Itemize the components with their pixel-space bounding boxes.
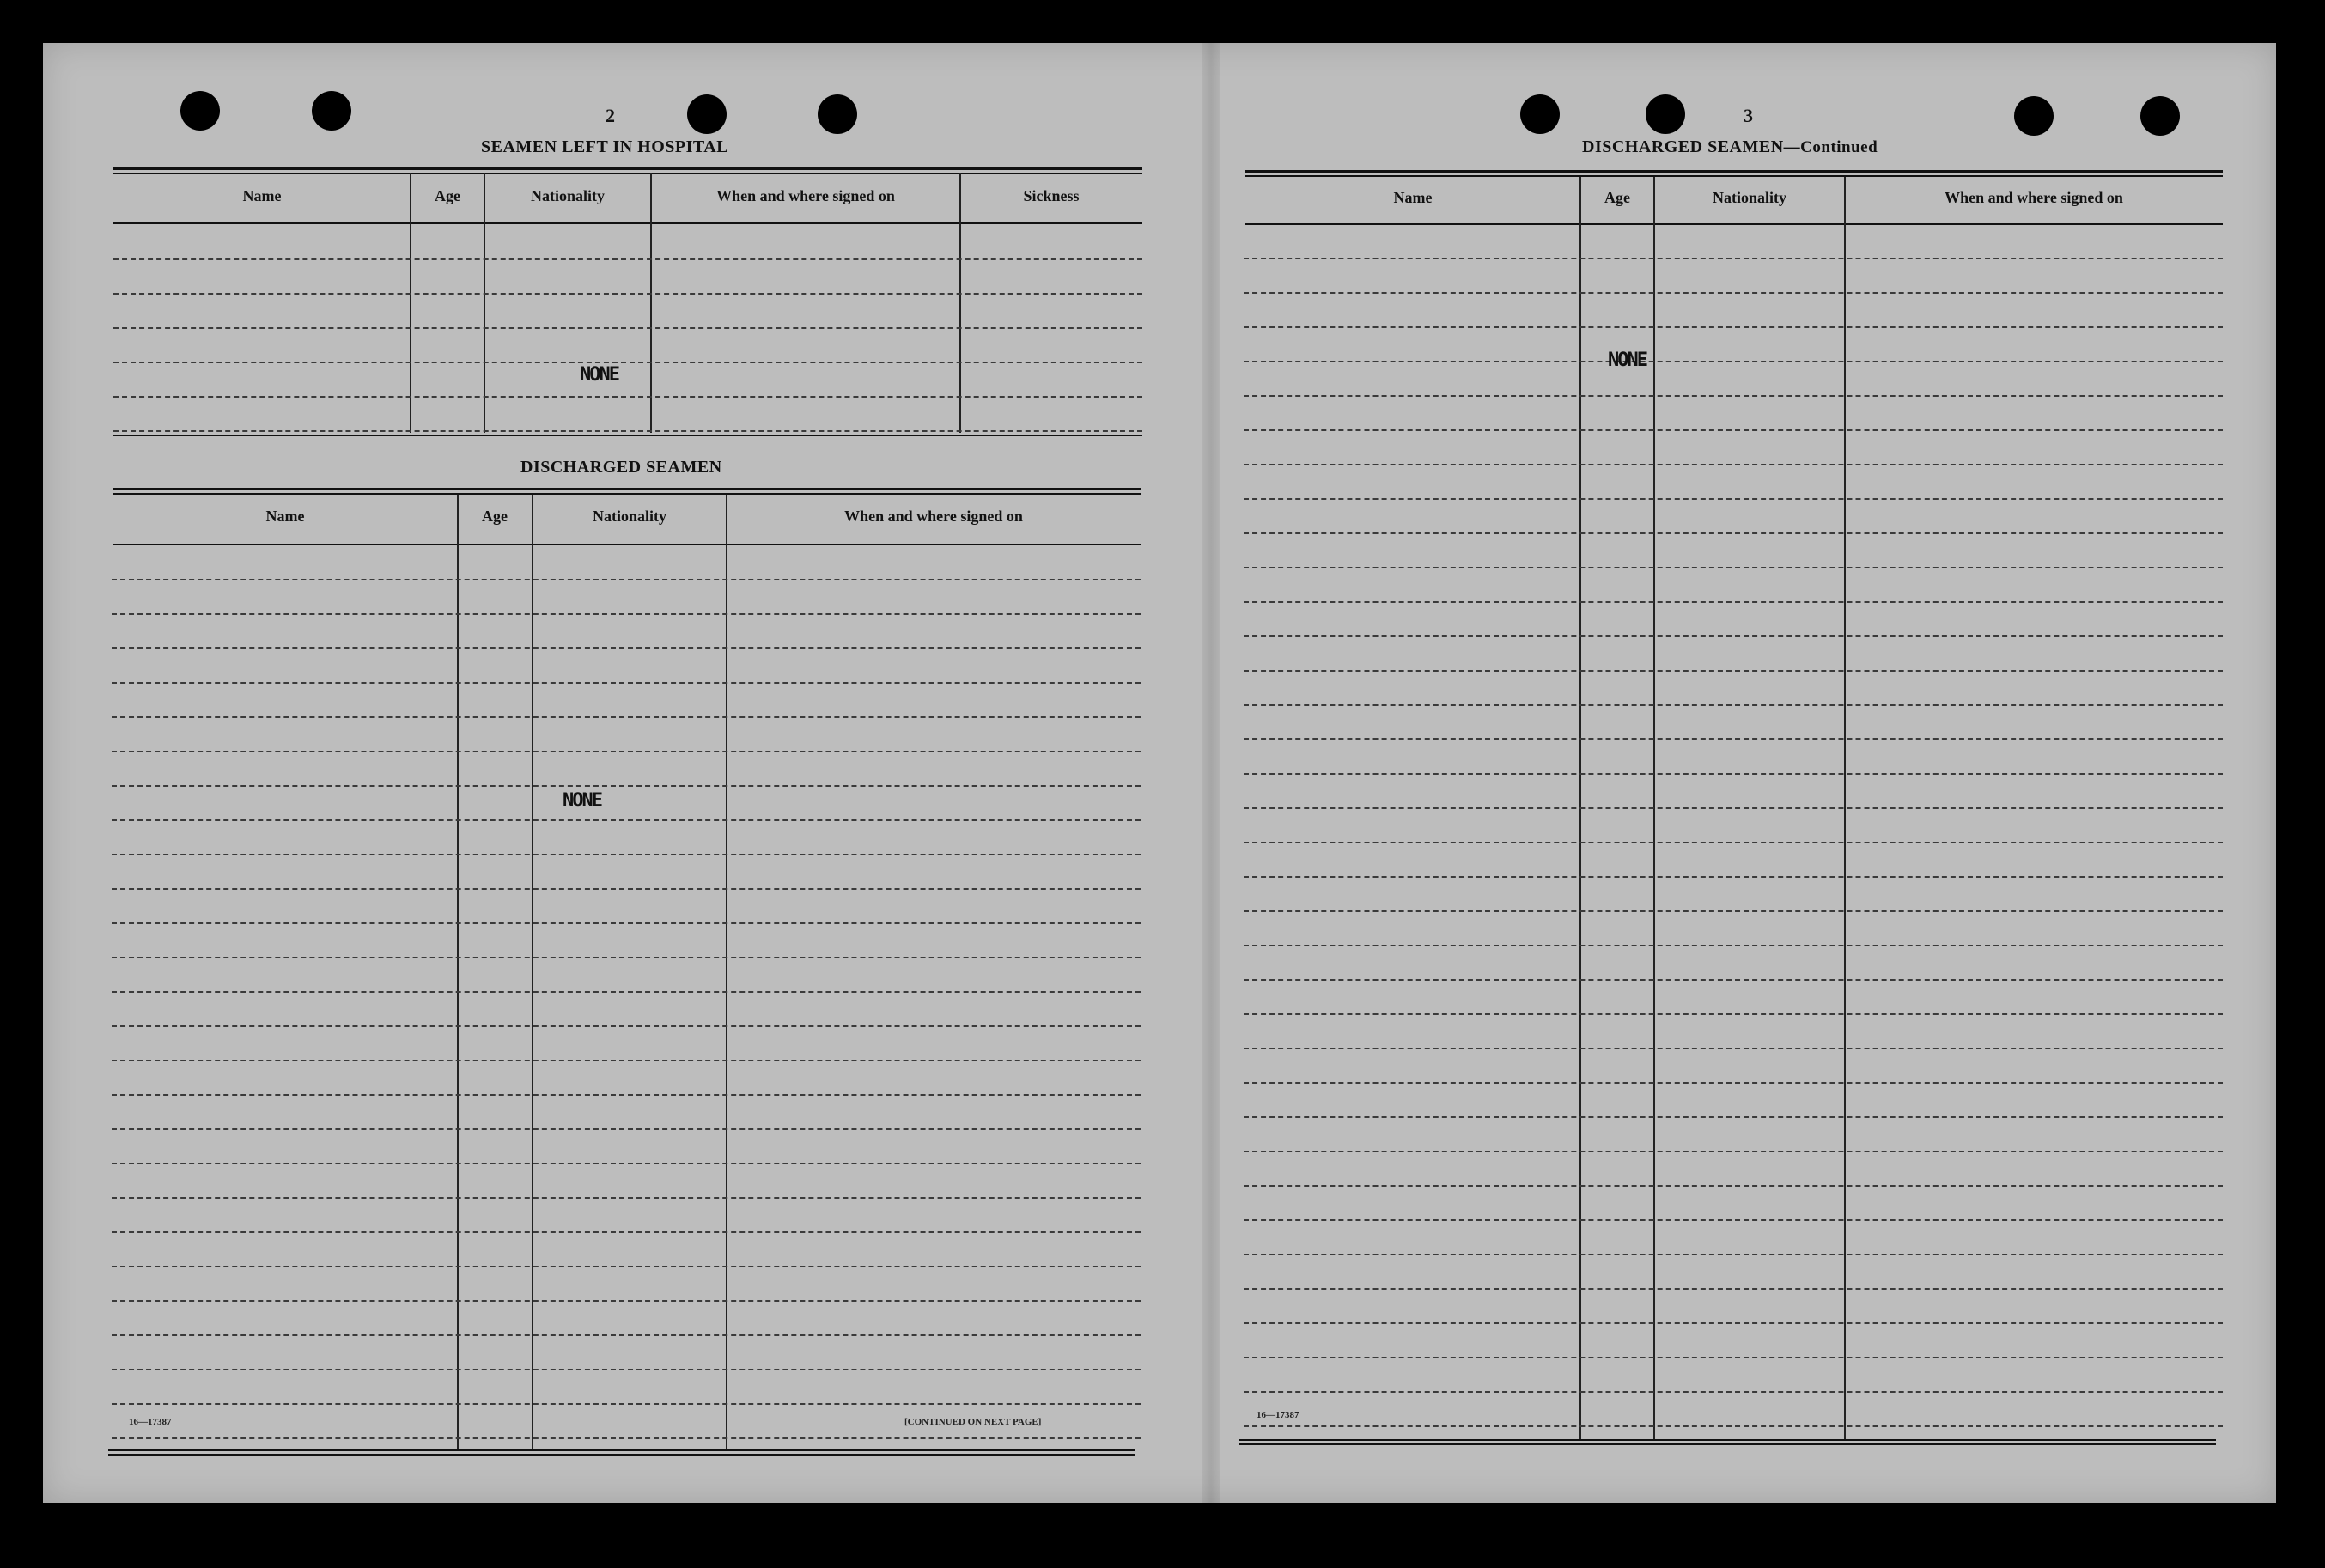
discharged-col-divider: [532, 495, 533, 1449]
table-row-line: [1244, 738, 2223, 740]
hospital-row-line: [113, 258, 1142, 260]
table-row-line: [1244, 1254, 2223, 1255]
punch-hole: [1646, 94, 1685, 134]
table-row-line: [112, 888, 1141, 890]
table-row-line: [1244, 945, 2223, 946]
table-row-line: [1244, 567, 2223, 568]
table-row-line: [1244, 910, 2223, 912]
hospital-row-line: [113, 396, 1142, 398]
hospital-col-nationality: Nationality: [530, 187, 605, 204]
table-row-line: [1244, 532, 2223, 534]
page-number-right: 3: [1744, 105, 1753, 126]
discharged-none-stamp: NONE: [563, 790, 601, 811]
discharged-col-age: Age: [482, 507, 508, 525]
table-row-line: [1244, 1185, 2223, 1187]
hospital-header-rule: [113, 222, 1142, 224]
table-row-line: [1244, 1219, 2223, 1221]
form-number-right: 16—17387: [1257, 1410, 1299, 1420]
table-row-line: [112, 751, 1141, 752]
hospital-bottom-rule: [113, 435, 1142, 436]
hospital-col-divider: [410, 173, 411, 433]
table-row-line: [112, 785, 1141, 787]
table-row-line: [1244, 1391, 2223, 1393]
hospital-row-line: [113, 430, 1142, 432]
table-row-line: [1244, 979, 2223, 981]
table-row-line: [112, 1094, 1141, 1096]
table-row-line: [112, 991, 1141, 993]
hospital-col-divider: [484, 173, 485, 433]
table-row-line: [1244, 807, 2223, 809]
punch-hole: [1520, 94, 1560, 134]
right-col-nationality: Nationality: [1712, 189, 1786, 206]
table-row-line: [1244, 498, 2223, 500]
table-row-line: [112, 716, 1141, 718]
table-row-line: [112, 1025, 1141, 1027]
table-row-line: [1244, 292, 2223, 294]
hospital-row-line: [113, 362, 1142, 363]
table-row-line: [112, 682, 1141, 684]
table-row-line: [1244, 1082, 2223, 1084]
table-row-line: [1244, 635, 2223, 637]
hospital-col-sickness: Sickness: [1023, 187, 1080, 204]
table-row-line: [112, 1334, 1141, 1336]
table-row-line: [1244, 876, 2223, 878]
table-row-line: [112, 1300, 1141, 1302]
table-row-line: [112, 1369, 1141, 1370]
table-row-line: [112, 922, 1141, 924]
right-bottom-rule: [1239, 1439, 2216, 1441]
discharged-continued-suffix: —Continued: [1783, 138, 1878, 156]
table-row-line: [1244, 704, 2223, 706]
right-top-rule: [1245, 170, 2223, 173]
discharged-col-divider: [726, 495, 727, 1449]
punch-hole: [312, 91, 351, 131]
table-row-line: [112, 613, 1141, 615]
hospital-top-rule: [113, 167, 1142, 170]
table-row-line: [112, 819, 1141, 821]
table-row-line: [112, 579, 1141, 580]
right-col-name: Name: [1393, 189, 1433, 206]
discharged-header-rule: [113, 544, 1141, 545]
punch-hole: [2014, 96, 2054, 136]
table-row-line: [1244, 1288, 2223, 1290]
hospital-col-age: Age: [435, 187, 460, 204]
page-number-left: 2: [606, 105, 615, 126]
table-row-line: [112, 1060, 1141, 1061]
table-row-line: [112, 854, 1141, 855]
discharged-col-divider: [457, 495, 459, 1449]
hospital-col-name: Name: [242, 187, 282, 204]
center-fold: [1202, 43, 1220, 1503]
discharged-continued-title-main: DISCHARGED SEAMEN: [1582, 137, 1784, 156]
table-row-line: [1244, 670, 2223, 672]
discharged-col-nationality: Nationality: [592, 507, 666, 525]
table-row-line: [1244, 429, 2223, 431]
discharged-section-title: DISCHARGED SEAMEN: [520, 458, 722, 477]
table-row-line: [1244, 1425, 2223, 1427]
table-row-line: [1244, 464, 2223, 465]
table-row-line: [112, 1403, 1141, 1405]
continued-note: [CONTINUED ON NEXT PAGE]: [904, 1417, 1042, 1427]
hospital-none-stamp: NONE: [580, 364, 618, 386]
hospital-col-divider: [650, 173, 652, 433]
hospital-top-rule: [113, 173, 1142, 174]
table-row-line: [1244, 258, 2223, 259]
right-none-stamp: NONE: [1608, 349, 1646, 371]
discharged-col-name: Name: [265, 507, 305, 525]
hospital-col-divider: [959, 173, 961, 433]
hospital-section-title: SEAMEN LEFT IN HOSPITAL: [481, 137, 729, 156]
punch-hole: [687, 94, 727, 134]
table-row-line: [112, 1437, 1141, 1439]
hospital-row-line: [113, 327, 1142, 329]
table-row-line: [112, 1231, 1141, 1233]
table-row-line: [1244, 1357, 2223, 1358]
table-row-line: [112, 957, 1141, 958]
table-row-line: [1244, 326, 2223, 328]
right-col-signed-on: When and where signed on: [1945, 189, 2123, 206]
table-row-line: [1244, 1116, 2223, 1118]
table-row-line: [112, 1197, 1141, 1199]
discharged-col-signed-on: When and where signed on: [844, 507, 1023, 525]
hospital-row-line: [113, 293, 1142, 295]
table-row-line: [1244, 601, 2223, 603]
table-row-line: [1244, 395, 2223, 397]
discharged-bottom-rule: [108, 1454, 1135, 1456]
table-row-line: [1244, 1048, 2223, 1049]
table-row-line: [1244, 842, 2223, 843]
table-row-line: [1244, 773, 2223, 775]
table-row-line: [1244, 1151, 2223, 1152]
right-top-rule: [1245, 175, 2223, 177]
punch-hole: [2140, 96, 2180, 136]
right-bottom-rule: [1239, 1443, 2216, 1445]
right-header-rule: [1245, 223, 2223, 225]
table-row-line: [1244, 1322, 2223, 1324]
hospital-col-signed-on: When and where signed on: [716, 187, 895, 204]
document-sheet: [43, 43, 2276, 1503]
table-row-line: [1244, 1013, 2223, 1015]
form-number-left: 16—17387: [129, 1417, 172, 1427]
discharged-bottom-rule: [108, 1449, 1135, 1451]
discharged-top-rule: [113, 493, 1141, 495]
discharged-top-rule: [113, 488, 1141, 490]
table-row-line: [112, 1128, 1141, 1130]
punch-hole: [818, 94, 857, 134]
discharged-continued-title: [1582, 137, 1878, 157]
table-row-line: [1244, 361, 2223, 362]
right-col-age: Age: [1604, 189, 1630, 206]
table-row-line: [112, 1266, 1141, 1267]
table-row-line: [112, 1163, 1141, 1164]
punch-hole: [180, 91, 220, 131]
table-row-line: [112, 647, 1141, 649]
